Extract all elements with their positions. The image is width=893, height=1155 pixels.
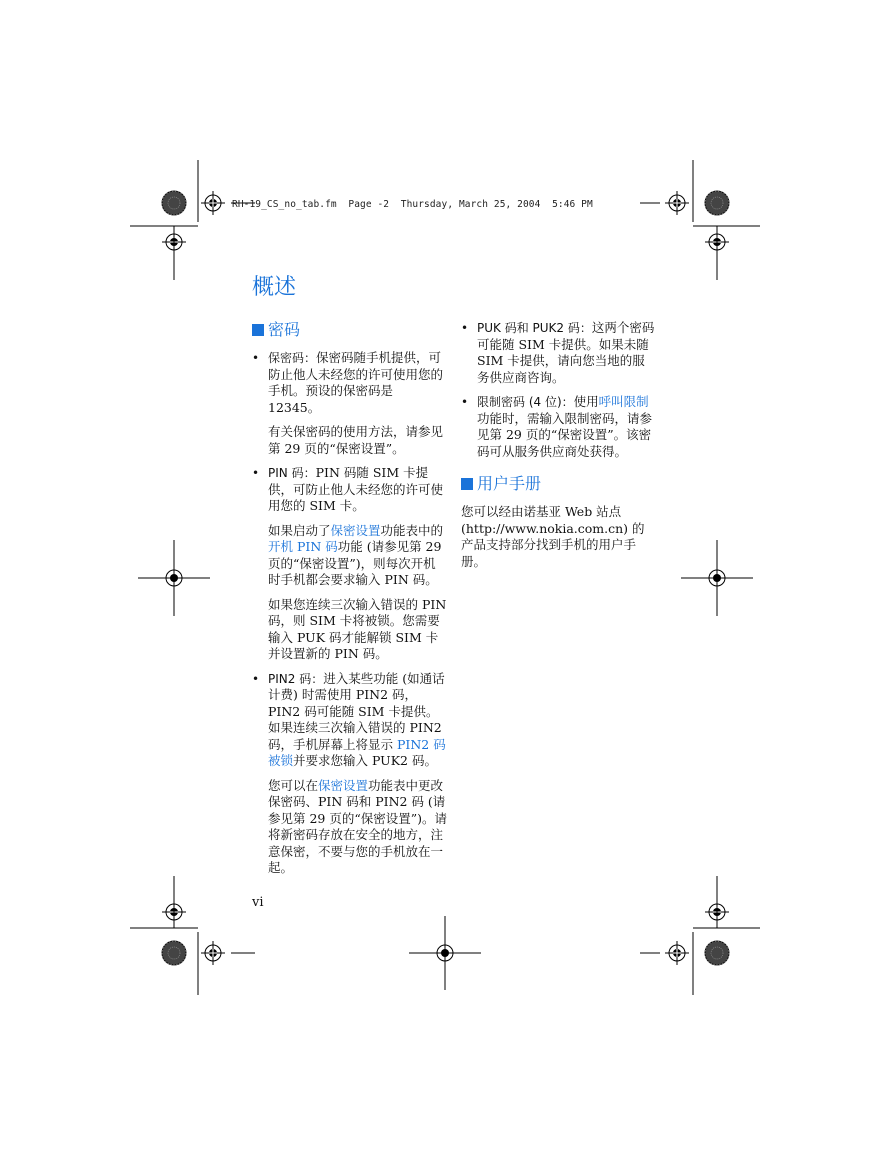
link-pin-request[interactable]: 开机 PIN 码 (268, 539, 338, 554)
square-bullet-icon (252, 324, 264, 336)
bullet-icon: • (461, 321, 469, 335)
term-puk-codes: PUK 码和 PUK2 码 (477, 321, 580, 335)
right-column (461, 320, 657, 570)
bullet-icon: • (252, 351, 260, 365)
puk-codes-text: 这两个密码可能随 SIM 卡提供。如果未随 SIM 卡提供，请向您当地的服务供应商咨询。 (477, 320, 655, 385)
page-title: 概述 (252, 275, 297, 300)
page-number: vi (252, 895, 264, 910)
link-call-barring[interactable]: 呼叫限制 (598, 394, 649, 409)
pin-code-note-2: 如果您连续三次输入错误的 PIN 码，则 SIM 卡将被锁。您需要输入 PUK 码才能解锁 SIM 卡并设置新的 PIN 码。 (268, 596, 447, 661)
link-security-settings[interactable]: 保密设置 (318, 777, 369, 793)
password-list-continued (461, 320, 657, 460)
section-heading-manual: 用户手册 (461, 474, 657, 494)
bullet-icon: • (461, 395, 469, 409)
section-heading-password: 密码 (252, 320, 448, 340)
list-item-barring-password: • 限制密码 (4 位)：使用呼叫限制功能时，需输入限制密码，请参见第 29 页的“保密设置”。该密码可从服务供应商处获得。 (461, 394, 653, 459)
left-column (252, 320, 448, 885)
list-item-puk-codes: • PUK 码和 PUK2 码：这两个密码可能随 SIM 卡提供。如果未随 SIM 卡提供，请向您当地的服务供应商咨询。 (461, 320, 655, 385)
pin-code-note-1: 如果启动了保密设置功能表中的开机 PIN 码功能 (请参见第 29 页的“保密设置”)，则每次开机时手机都会要求输入 PIN 码。 (268, 522, 444, 587)
term-pin-code: PIN 码 (268, 466, 304, 480)
pin-code-text: PIN 码随 SIM 卡提供，可防止他人未经您的许可使用您的 SIM 卡。 (268, 465, 444, 513)
list-item-pin-code: • PIN 码：PIN 码随 SIM 卡提供，可防止他人未经您的许可使用您的 SIM 卡。 如果启动了保密设置功能表中的开机 PIN 码功能 (请参见第 29 页的“保密设置”)，则每次开机时手机都会要求输入 PIN 码。 如果您连续三次输入错误的 PIN 码，则 SIM 卡将被锁。您需要输入 PUK 码才能解锁 SIM 卡并设置新的 PIN 码。 (252, 465, 447, 661)
bullet-icon: • (252, 671, 260, 686)
term-barring-password: 限制密码 (4 位) (477, 395, 562, 409)
security-code-note: 有关保密码的使用方法，请参见第 29 页的“保密设置”。 (268, 424, 444, 456)
link-pin2-blocked[interactable]: PIN2 码被锁 (268, 736, 446, 768)
square-bullet-icon (461, 478, 473, 490)
print-slug: RH-19_CS_no_tab.fm Page -2 Thursday, March 25, 2004 5:46 PM (232, 199, 593, 210)
pin2-code-note: 您可以在保密设置功能表中更改保密码、PIN 码和 PIN2 码 (请参见第 29 页的“保密设置”)。请将新密码存放在安全的地方，注意保密，不要与您的手机放在一起。 (268, 777, 448, 875)
manual-text: 您可以经由诺基亚 Web 站点 (http://www.nokia.com.cn) 的产品支持部分找到手机的用户手册。 (461, 504, 645, 569)
term-security-code: 保密码 (268, 351, 305, 365)
list-item-security-code: • 保密码：保密码随手机提供，可防止他人未经您的许可使用您的手机。预设的保密码是 12345。 有关保密码的使用方法，请参见第 29 页的“保密设置”。 (252, 350, 448, 457)
bullet-icon: • (252, 466, 260, 480)
list-item-pin2-code: • PIN2 码：进入某些功能 (如通话计费) 时需使用 PIN2 码，PIN2 码可能随 SIM 卡提供。如果连续三次输入错误的 PIN2 码，手机屏幕上将显示 PIN2 码被锁并要求您输入 PUK2 码。 您可以在保密设置功能表中更改保密码、PIN 码和 PIN2 码 (请参见第 29 页的“保密设置”)。请将新密码存放在安全的地方，注意保密，不要与您的手机放在一起。 (252, 670, 448, 875)
link-security-settings[interactable]: 保密设置 (330, 522, 381, 538)
security-code-text: 保密码随手机提供，可防止他人未经您的许可使用您的手机。预设的保密码是 12345。 (268, 350, 444, 415)
password-list (252, 350, 448, 877)
term-pin2-code: PIN2 码 (268, 671, 312, 686)
